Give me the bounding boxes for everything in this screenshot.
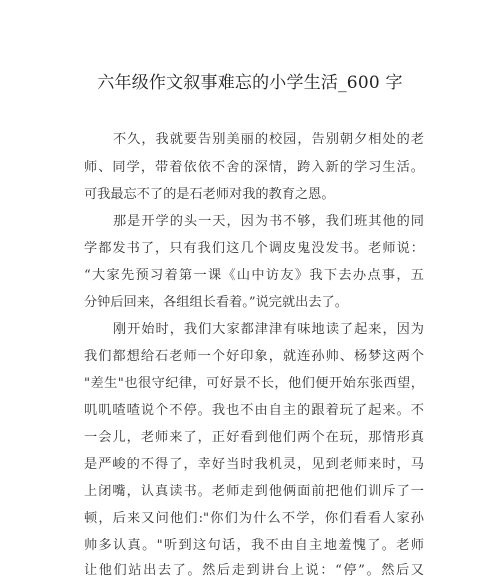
- paragraph-line: 刚开始时，我们大家都津津有味地读了起来，因为: [113, 322, 424, 337]
- paragraph-line: 可我最忘不了的是石老师对我的教育之恩。: [84, 187, 335, 202]
- paragraph-line: 是严峻的不得了，幸好当时我机灵，见到老师来时，马: [84, 457, 424, 472]
- paragraph-line: 上闭嘴，认真读书。老师走到他俩面前把他们训斥了一: [84, 484, 424, 499]
- paragraph-line: “大家先预习着第一课《山中访友》我下去办点事，五: [84, 268, 424, 283]
- paragraph-line: 师、同学，带着依依不舍的深情，跨入新的学习生活。: [84, 160, 424, 175]
- paragraph-line: 叽叽喳喳说个不停。我也不由自主的跟着玩了起来。不: [84, 403, 424, 418]
- paragraph-line: "差生"也很守纪律，可好景不长，他们便开始东张西望，: [84, 376, 424, 391]
- paragraph-line: 让他们站出去了。然后走到讲台上说：“停”。然后又: [84, 563, 424, 578]
- paragraph-line: 顿，后来又问他们:"你们为什么不学，你们看看人家孙: [84, 511, 424, 526]
- paragraph-line: 分钟后回来，各组组长看着。”说完就出去了。: [84, 295, 348, 310]
- paragraph-line: 我们都想给石老师一个好印象，就连孙帅、杨梦这两个: [84, 349, 424, 364]
- paragraph-line: 那是开学的头一天，因为书不够，我们班其他的同: [113, 214, 424, 229]
- paragraph-line: 学都发书了，只有我们这几个调皮鬼没发书。老师说：: [84, 241, 424, 256]
- paragraph-line: 不久，我就要告别美丽的校园，告别朝夕相处的老: [113, 132, 424, 147]
- paragraph-line: 一会儿，老师来了，正好看到他们两个在玩，那情形真: [84, 430, 424, 445]
- paragraph-line: 帅多认真。"听到这句话，我不由自主地羞愧了。老师: [84, 538, 424, 553]
- document-title: 六年级作文叙事难忘的小学生活_600 字: [97, 73, 403, 93]
